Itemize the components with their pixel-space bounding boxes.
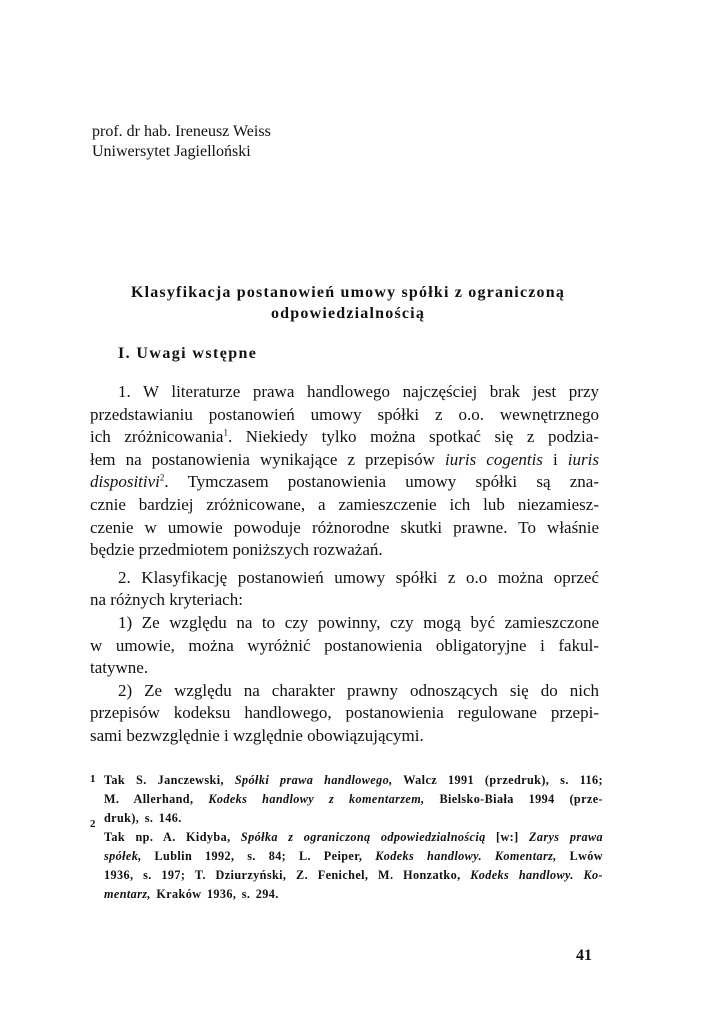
- cited-title: Spółka z ograniczoną odpowiedzialnością: [240, 830, 486, 844]
- text-run: Tak S. Janczewski,: [104, 773, 235, 787]
- footnote-line: [104, 847, 603, 866]
- cited-title: Kodeks handlowy. Komentarz,: [375, 849, 557, 863]
- paragraph-2-line: [90, 567, 599, 590]
- footnote-ref-2[interactable]: 2: [159, 472, 165, 483]
- body-text: [90, 381, 599, 748]
- footnote-ref-1[interactable]: 1: [223, 427, 228, 438]
- text-run: M. Allerhand,: [104, 792, 209, 806]
- footnote-1: [104, 771, 603, 828]
- text-run: przedstawianiu postanowień umowy spółki z o.o. wewnętrznego: [90, 404, 599, 424]
- text-run: przepisów kodeksu handlowego, postanowienia regulowane przepi-: [90, 703, 599, 723]
- latin-term: iuris cogentis: [445, 449, 543, 469]
- text-run: 2) Ze względu na charakter prawny odnoszących się do nich: [118, 680, 599, 700]
- author-block: [92, 122, 271, 162]
- text-run: sami bezwzględnie i względnie obowiązującymi.: [90, 725, 424, 745]
- text-run: w umowie, można wyróżnić postanowienia obligatoryjne i fakul-: [90, 635, 599, 655]
- latin-term: iuris: [567, 449, 599, 469]
- text-run: 2. Klasyfikację postanowień umowy spółki z o.o można oprzeć: [118, 567, 599, 587]
- paragraph-1-line: [90, 517, 599, 540]
- latin-term: dispositivi: [90, 472, 160, 492]
- paragraph-2-line: [90, 657, 599, 680]
- paragraph-2-line: [90, 680, 599, 703]
- paragraph-1-line: [90, 494, 599, 517]
- author-name: prof. dr hab. Ireneusz Weiss: [92, 123, 271, 140]
- text-run: łem na postanowienia wynikające z przepisów: [90, 449, 446, 469]
- text-run: 1) Ze względu na to czy powinny, czy mogą być zamieszczone: [118, 612, 599, 632]
- title-line-1: Klasyfikacja postanowień umowy spółki z ograniczoną: [130, 284, 566, 301]
- article-title: [90, 282, 606, 324]
- text-run: tatywne.: [90, 658, 149, 678]
- cited-title: Kodeks handlowy z komentarzem,: [208, 792, 425, 806]
- text-run: 1. W literaturze prawa handlowego najczęściej brak jest przy: [118, 382, 599, 401]
- paragraph-1-line: [90, 381, 599, 404]
- footnote-line: [104, 866, 603, 885]
- text-run: i: [542, 449, 568, 469]
- paragraph-1-line: [90, 471, 599, 494]
- footnote-line: [104, 790, 603, 809]
- text-run: ich zróżnicowania: [90, 427, 224, 447]
- text-run: Lublin 1992, s. 84; L. Peiper,: [141, 849, 376, 863]
- paragraph-2-line: [90, 589, 599, 612]
- footnote-line: [104, 828, 603, 847]
- text-run: na różnych kryteriach:: [90, 590, 243, 610]
- text-run: czenie w umowie powoduje różnorodne skutki prawne. To właśnie: [90, 517, 599, 537]
- text-run: Bielsko-Biała 1994 (prze-: [424, 792, 603, 806]
- paragraph-1-line: [90, 449, 599, 472]
- text-run: 1936, s. 197; T. Dziurzyński, Z. Fenichel, M. Honzatko,: [104, 868, 471, 882]
- paragraph-2-line: [90, 635, 599, 658]
- footnote-1-number: 1: [90, 773, 96, 785]
- cited-title: spółek,: [104, 849, 142, 863]
- text-run: Tak np. A. Kidyba,: [104, 830, 241, 844]
- paragraph-2-line: [90, 702, 599, 725]
- footnote-line: [104, 809, 603, 828]
- text-run: będzie przedmiotem poniższych rozważań.: [90, 540, 383, 560]
- paragraph-1-line: [90, 426, 599, 449]
- text-run: Kraków 1936, s. 294.: [150, 887, 279, 901]
- text-run: [w:]: [485, 830, 529, 844]
- section-heading: I. Uwagi wstępne: [118, 345, 258, 362]
- text-run: Walcz 1991 (przedruk), s. 116;: [392, 773, 603, 787]
- paragraph-1-line: [90, 404, 599, 427]
- paragraph-2-line: [90, 612, 599, 635]
- paragraph-1-line: [90, 539, 599, 562]
- cited-title: mentarz,: [104, 887, 151, 901]
- text-run: cznie bardziej zróżnicowane, a zamieszczenie ich lub niezamiesz-: [90, 494, 599, 514]
- text-run: druk), s. 146.: [104, 811, 182, 825]
- cited-title: Spółki prawa handlowego,: [234, 773, 393, 787]
- text-run: Lwów: [556, 849, 604, 863]
- cited-title: Kodeks handlowy. Ko-: [470, 868, 603, 882]
- footnote-line: [104, 885, 603, 904]
- paragraph-2-line: [90, 725, 599, 748]
- footnote-2-number: 2: [90, 818, 96, 830]
- text-run: . Tymczasem postanowienia umowy spółki są zna-: [164, 472, 599, 492]
- page-number: 41: [576, 947, 592, 964]
- footnote-line: [104, 771, 603, 790]
- author-affiliation: Uniwersytet Jagielloński: [92, 143, 251, 160]
- cited-title: Zarys prawa: [529, 830, 603, 844]
- text-run: . Niekiedy tylko można spotkać się z podzia-: [227, 427, 599, 447]
- title-line-2: odpowiedzialnością: [270, 305, 426, 322]
- footnote-2: [104, 828, 603, 904]
